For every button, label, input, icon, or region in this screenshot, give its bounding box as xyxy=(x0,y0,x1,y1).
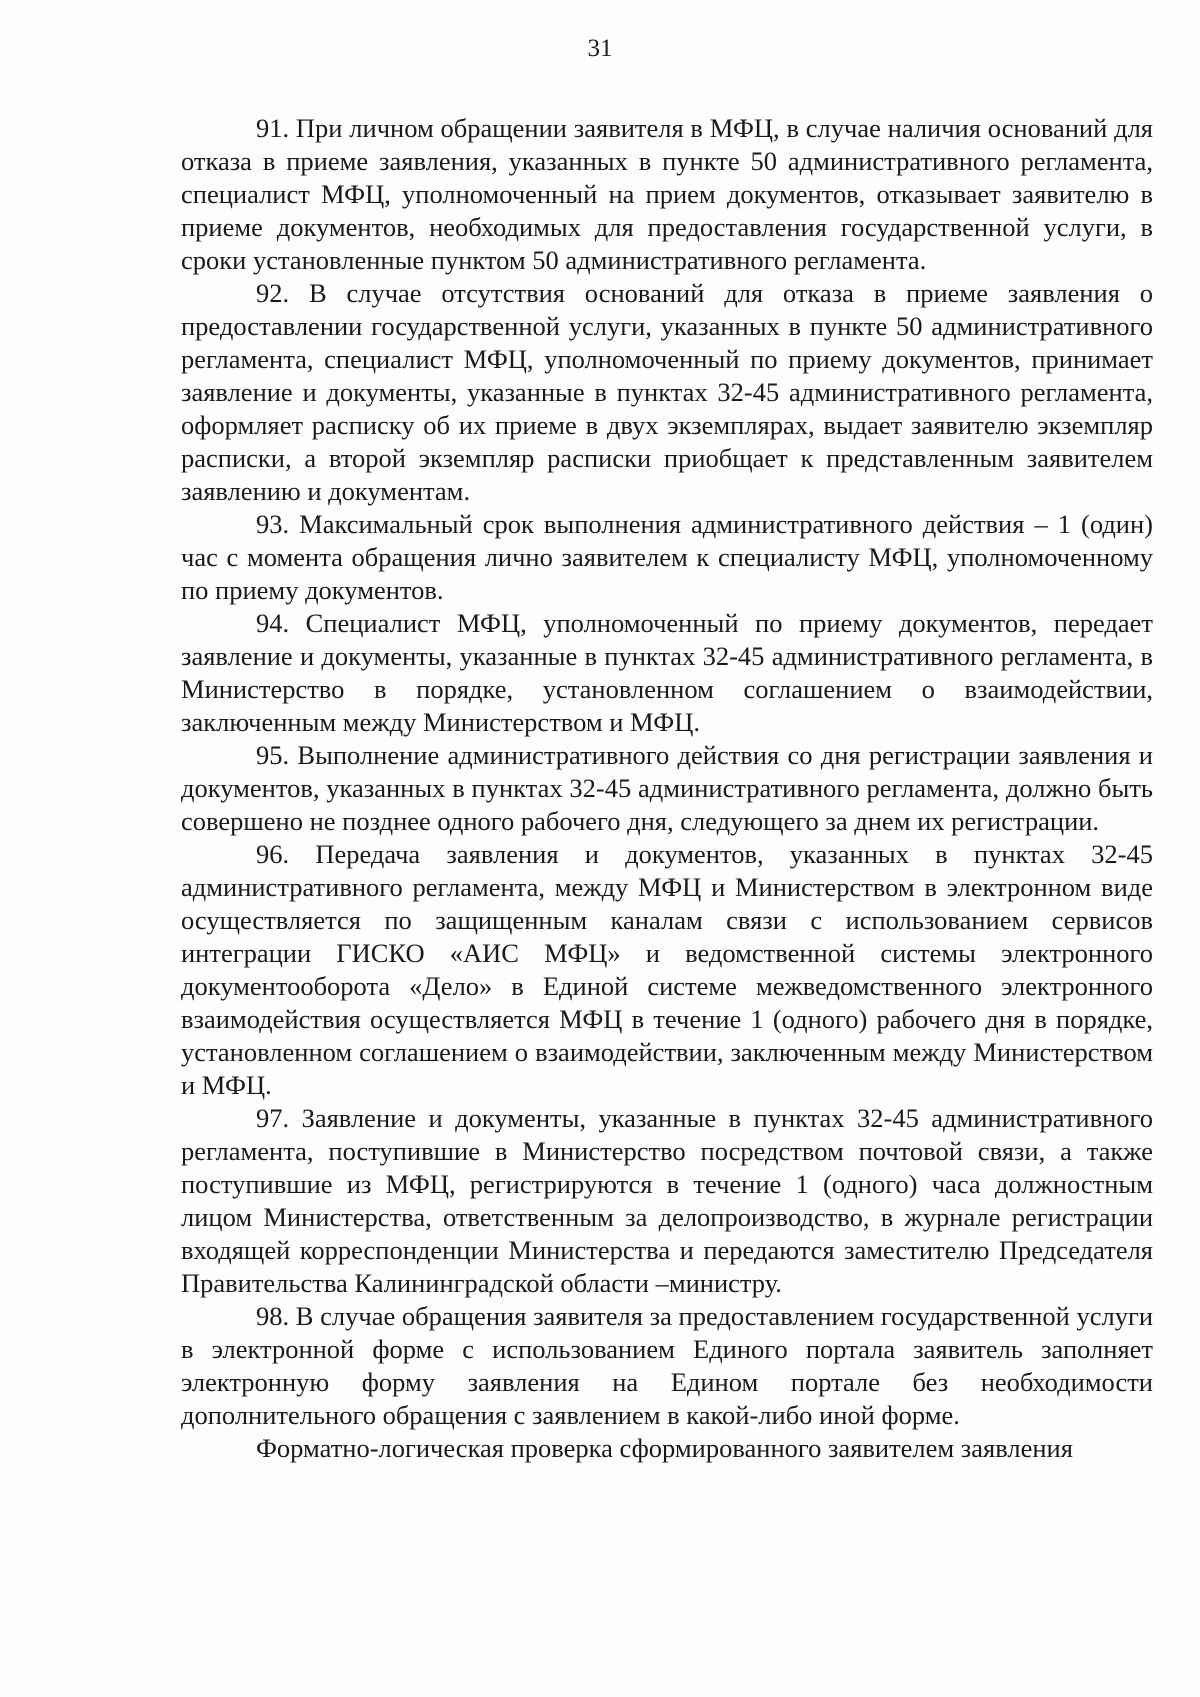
paragraph-93: 93. Максимальный срок выполнения административного действия – 1 (один) час с момента обращения лично заявителем к специалисту МФЦ, уполномоченному по приему документов. xyxy=(181,509,1153,605)
paragraph-95: 95. Выполнение административного действия со дня регистрации заявления и документов, указанных в пунктах 32-45 административного регламента, должно быть совершено не позднее одного рабочего дня, следующего за днем их регистрации. xyxy=(181,740,1153,836)
paragraph-91: 91. При личном обращении заявителя в МФЦ, в случае наличия оснований для отказа в приеме заявления, указанных в пункте 50 административного регламента, специалист МФЦ, уполномоченный на прием документов, отказывает заявителю в приеме документов, необходимых для предоставления государственной услуги, в сроки установленные пунктом 50 административного регламента. xyxy=(181,113,1153,275)
page-number: 31 xyxy=(587,35,613,62)
paragraph-94: 94. Специалист МФЦ, уполномоченный по приему документов, передает заявление и документы, указанные в пунктах 32-45 административного регламента, в Министерство в порядке, установленном соглашением о взаимодействии, заключенным между Министерством и МФЦ. xyxy=(181,608,1153,737)
paragraph-97: 97. Заявление и документы, указанные в пунктах 32-45 административного регламента, поступившие в Министерство посредством почтовой связи, а также поступившие из МФЦ, регистрируются в течение 1 (одного) часа должностным лицом Министерства, ответственным за делопроизводство, в журнале регистрации входящей корреспонденции Министерства и передаются заместителю Председателя Правительства Калининградской области –министру. xyxy=(181,1103,1153,1298)
paragraph-92: 92. В случае отсутствия оснований для отказа в приеме заявления о предоставлении государственной услуги, указанных в пункте 50 административного регламента, специалист МФЦ, уполномоченный по приему документов, принимает заявление и документы, указанные в пунктах 32-45 административного регламента, оформляет расписку об их приеме в двух экземплярах, выдает заявителю экземпляр расписки, а второй экземпляр расписки приобщает к представленным заявителем заявлению и документам. xyxy=(181,278,1153,506)
paragraph-96: 96. Передача заявления и документов, указанных в пунктах 32-45 административного регламента, между МФЦ и Министерством в электронном виде осуществляется по защищенным каналам связи с использованием сервисов интеграции ГИСКО «АИС МФЦ» и ведомственной системы электронного документооборота «Дело» в Единой системе межведомственного электронного взаимодействия осуществляется МФЦ в течение 1 (одного) рабочего дня в порядке, установленном соглашением о взаимодействии, заключенным между Министерством и МФЦ. xyxy=(181,839,1153,1100)
paragraph-format-check: Форматно-логическая проверка сформированного заявителем заявления xyxy=(256,1433,1073,1463)
paragraph-98: 98. В случае обращения заявителя за предоставлением государственной услуги в электронной форме с использованием Единого портала заявитель заполняет электронную форму заявления на Едином портале без необходимости дополнительного обращения с заявлением в какой-либо иной форме. xyxy=(181,1301,1153,1430)
document-body xyxy=(181,112,1153,1465)
